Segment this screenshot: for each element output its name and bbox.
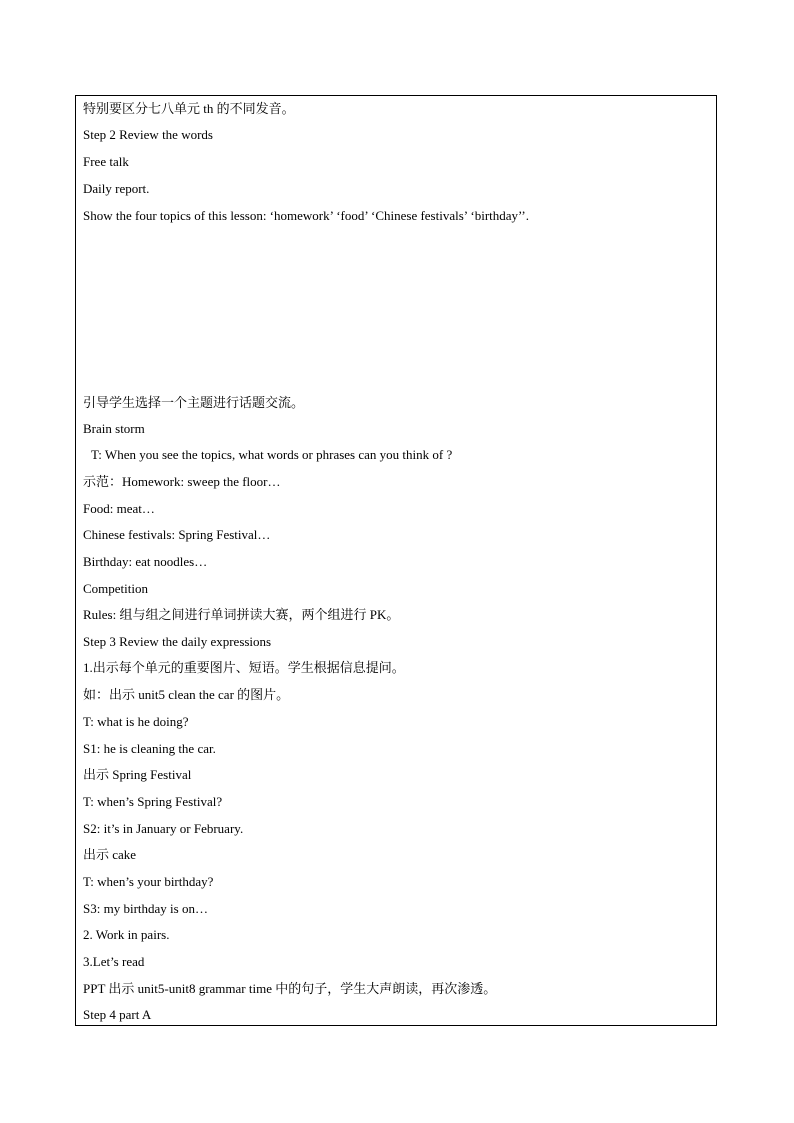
text-line: Show the four topics of this lesson: ‘homework’ ‘food’ ‘Chinese festivals’ ‘birthday’’.	[83, 208, 529, 223]
text-line: S2: it’s in January or February.	[83, 821, 244, 836]
text-line: T: what is he doing?	[83, 714, 189, 729]
text-line: T: when’s your birthday?	[83, 874, 214, 889]
text-line: 引导学生选择一个主题进行话题交流。	[83, 395, 305, 410]
text-line: 2. Work in pairs.	[83, 927, 170, 942]
text-line: S3: my birthday is on…	[83, 901, 208, 916]
text-line: 出示 cake	[83, 847, 137, 862]
text-line: 如：出示 unit5 clean the car 的图片。	[83, 687, 290, 702]
text-line: 3.Let’s read	[83, 954, 145, 969]
text-line: 示范：Homework: sweep the floor…	[83, 474, 281, 489]
text-line: Food: meat…	[83, 501, 155, 516]
text-line: Brain storm	[83, 421, 145, 436]
text-line: T: when’s Spring Festival?	[83, 794, 223, 809]
text-line: 1.出示每个单元的重要图片、短语。学生根据信息提问。	[83, 660, 405, 675]
text-line: Chinese festivals: Spring Festival…	[83, 527, 271, 542]
text-line: 出示 Spring Festival	[83, 767, 192, 782]
text-line: 特别要区分七八单元 th 的不同发音。	[83, 101, 295, 116]
text-line: PPT 出示 unit5-unit8 grammar time 中的句子，学生大声朗读，再次渗透。	[83, 981, 497, 996]
text-line: Step 2 Review the words	[83, 127, 213, 142]
text-line: Rules: 组与组之间进行单词拼读大赛，两个组进行 PK。	[83, 607, 400, 622]
text-line: Free talk	[83, 154, 129, 169]
text-line: Daily report.	[83, 181, 150, 196]
text-line: Step 4 part A	[83, 1007, 152, 1022]
text-line: Birthday: eat noodles…	[83, 554, 208, 569]
text-line: Competition	[83, 581, 148, 596]
text-line: T: When you see the topics, what words or phrases can you think of ?	[91, 447, 453, 462]
text-line: Step 3 Review the daily expressions	[83, 634, 272, 649]
text-line: S1: he is cleaning the car.	[83, 741, 216, 756]
